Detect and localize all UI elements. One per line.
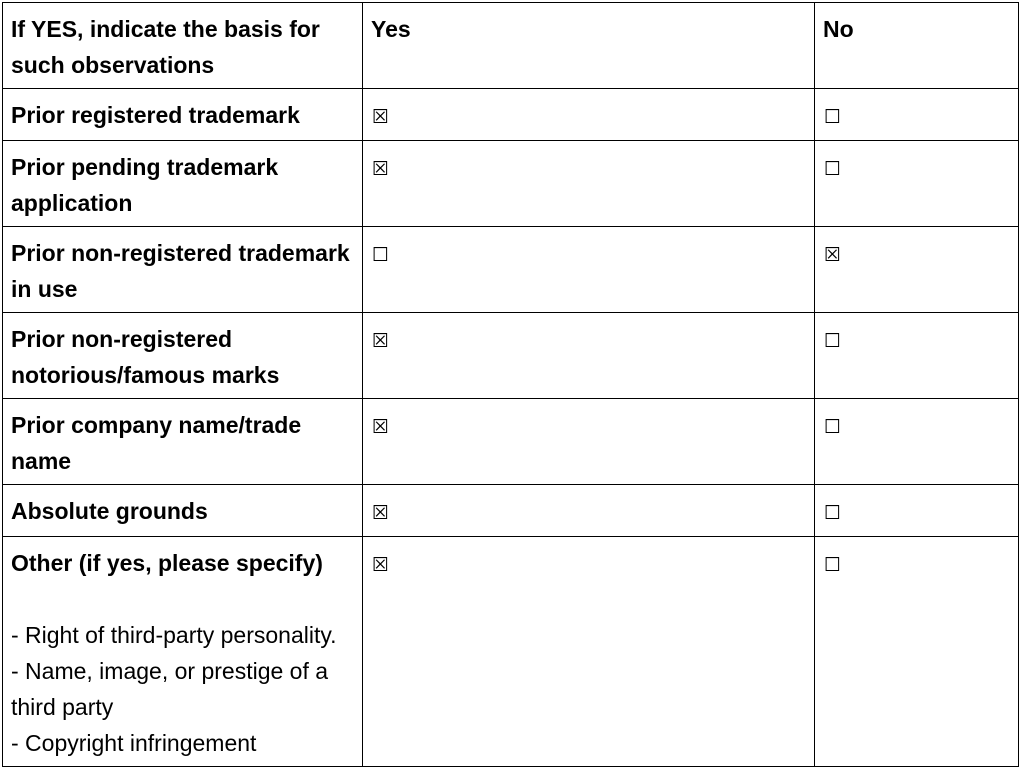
table-row	[3, 485, 1019, 537]
no-cell	[815, 399, 1019, 485]
no-column-header: No	[815, 3, 1019, 89]
yes-checkbox[interactable]: ☒	[372, 330, 390, 352]
no-checkbox[interactable]: ☐	[824, 416, 842, 438]
yes-checkbox[interactable]: ☒	[372, 502, 390, 524]
yes-checkbox[interactable]: ☒	[372, 554, 390, 576]
row-label-prior-pending-trademark-application: Prior pending trademark application	[3, 141, 363, 227]
row-label-prior-registered-trademark: Prior registered trademark	[3, 89, 363, 141]
no-checkbox[interactable]: ☐	[824, 554, 842, 576]
row-label-prior-non-registered-famous-marks: Prior non-registered notorious/famous marks	[3, 313, 363, 399]
yes-cell	[363, 141, 815, 227]
row-label-absolute-grounds: Absolute grounds	[3, 485, 363, 537]
yes-cell	[363, 227, 815, 313]
other-specification-item: - Right of third-party personality.	[11, 622, 337, 648]
table-row	[3, 141, 1019, 227]
no-cell	[815, 537, 1019, 767]
yes-cell	[363, 399, 815, 485]
row-label-prior-non-registered-trademark-in-use: Prior non-registered trademark in use	[3, 227, 363, 313]
no-checkbox[interactable]: ☐	[824, 502, 842, 524]
no-checkbox[interactable]: ☐	[824, 158, 842, 180]
other-specification-item: - Name, image, or prestige of a third party	[11, 658, 329, 720]
yes-cell	[363, 313, 815, 399]
other-specification-list	[11, 617, 354, 761]
row-label-prior-company-name: Prior company name/trade name	[3, 399, 363, 485]
yes-column-header: Yes	[363, 3, 815, 89]
yes-checkbox[interactable]: ☒	[372, 158, 390, 180]
table-row	[3, 399, 1019, 485]
table-row	[3, 89, 1019, 141]
no-checkbox[interactable]: ☒	[824, 244, 842, 266]
no-cell	[815, 89, 1019, 141]
yes-checkbox[interactable]: ☒	[372, 416, 390, 438]
table-header-row	[3, 3, 1019, 89]
no-checkbox[interactable]: ☐	[824, 106, 842, 128]
yes-cell	[363, 537, 815, 767]
basis-column-header: If YES, indicate the basis for such observations	[3, 3, 363, 89]
observation-basis-table	[2, 2, 1019, 767]
yes-checkbox[interactable]: ☐	[372, 244, 390, 266]
row-label-other: Other (if yes, please specify)	[11, 550, 323, 576]
no-cell	[815, 485, 1019, 537]
table-row	[3, 537, 1019, 767]
yes-checkbox[interactable]: ☒	[372, 106, 390, 128]
yes-cell	[363, 89, 815, 141]
yes-cell	[363, 485, 815, 537]
no-cell	[815, 313, 1019, 399]
table-row	[3, 313, 1019, 399]
row-other-cell	[3, 537, 363, 767]
no-cell	[815, 141, 1019, 227]
other-specification-item: - Copyright infringement	[11, 730, 257, 756]
table-row	[3, 227, 1019, 313]
no-cell	[815, 227, 1019, 313]
no-checkbox[interactable]: ☐	[824, 330, 842, 352]
